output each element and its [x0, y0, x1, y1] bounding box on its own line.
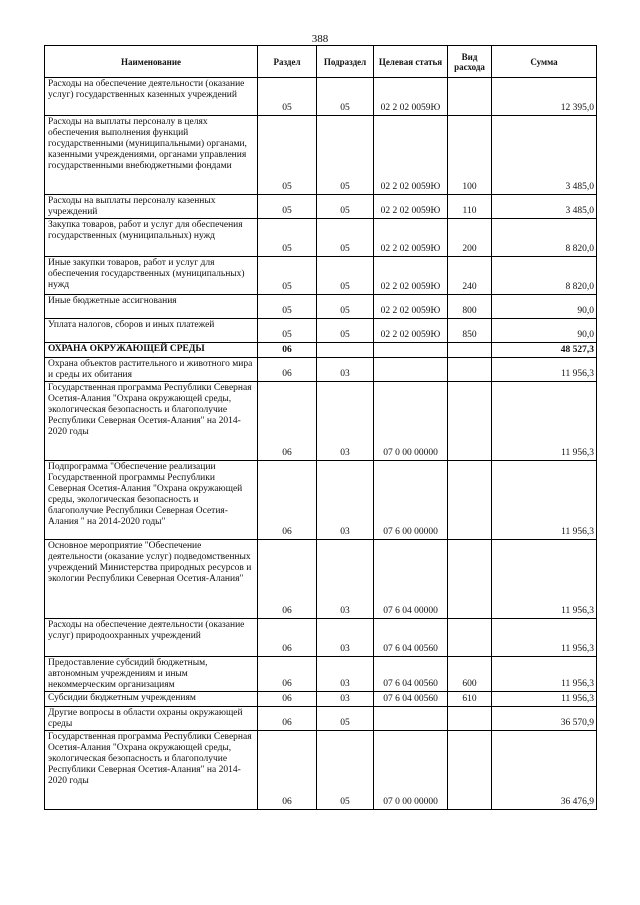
cell-podrazdel: 05 — [317, 731, 374, 810]
cell-vid — [448, 540, 492, 619]
cell-name: Уплата налогов, сборов и иных платежей — [45, 319, 258, 343]
cell-razdel: 06 — [258, 358, 317, 382]
cell-name: Охрана объектов растительного и животного мира и среды их обитания — [45, 358, 258, 382]
cell-statya: 02 2 02 0059Ю — [374, 319, 448, 343]
table-row — [45, 343, 597, 358]
cell-name: Расходы на обеспечение деятельности (оказание услуг) государственных казенных учреждений — [45, 78, 258, 116]
cell-razdel: 05 — [258, 116, 317, 195]
table-row — [45, 707, 597, 731]
cell-vid — [448, 619, 492, 657]
table-row — [45, 619, 597, 657]
table-row — [45, 319, 597, 343]
cell-podrazdel: 03 — [317, 358, 374, 382]
cell-podrazdel: 05 — [317, 219, 374, 257]
cell-razdel: 06 — [258, 619, 317, 657]
table-row — [45, 295, 597, 319]
cell-summa: 3 485,0 — [492, 116, 597, 195]
cell-statya: 02 2 02 0059Ю — [374, 116, 448, 195]
cell-razdel: 06 — [258, 343, 317, 358]
table-row — [45, 219, 597, 257]
cell-vid — [448, 382, 492, 461]
cell-statya: 07 0 00 00000 — [374, 731, 448, 810]
cell-name: Расходы на выплаты персоналу казенных учреждений — [45, 195, 258, 219]
cell-podrazdel: 05 — [317, 195, 374, 219]
cell-summa: 12 395,0 — [492, 78, 597, 116]
cell-statya: 07 6 04 00560 — [374, 619, 448, 657]
budget-table — [44, 45, 597, 810]
cell-summa: 11 956,3 — [492, 382, 597, 461]
cell-summa: 36 570,9 — [492, 707, 597, 731]
cell-vid: 110 — [448, 195, 492, 219]
cell-podrazdel — [317, 343, 374, 358]
cell-podrazdel: 05 — [317, 116, 374, 195]
cell-summa: 11 956,3 — [492, 540, 597, 619]
cell-vid — [448, 707, 492, 731]
table-row — [45, 116, 597, 195]
table-row — [45, 382, 597, 461]
cell-podrazdel: 05 — [317, 295, 374, 319]
cell-vid — [448, 78, 492, 116]
cell-summa: 8 820,0 — [492, 219, 597, 257]
cell-name: ОХРАНА ОКРУЖАЮЩЕЙ СРЕДЫ — [45, 343, 258, 358]
page-number: 388 — [311, 33, 329, 45]
table-row — [45, 540, 597, 619]
cell-razdel: 05 — [258, 319, 317, 343]
cell-name: Другие вопросы в области охраны окружающей среды — [45, 707, 258, 731]
cell-vid — [448, 461, 492, 540]
cell-podrazdel: 03 — [317, 382, 374, 461]
cell-podrazdel: 05 — [317, 707, 374, 731]
cell-name: Закупка товаров, работ и услуг для обеспечения государственных (муниципальных) нужд — [45, 219, 258, 257]
cell-name: Подпрограмма "Обеспечение реализации Государственной программы Республики Северная Осетия-Алания "Охрана окружающей среды, экологическая безопасность и благополучие Республики Северная Осетия-Алания " на 2014-2020 годы" — [45, 461, 258, 540]
cell-summa: 48 527,3 — [492, 343, 597, 358]
cell-statya: 07 0 00 00000 — [374, 382, 448, 461]
cell-razdel: 05 — [258, 295, 317, 319]
cell-statya: 07 6 00 00000 — [374, 461, 448, 540]
table-row — [45, 257, 597, 295]
cell-name: Иные бюджетные ассигнования — [45, 295, 258, 319]
table-header-row — [45, 46, 597, 78]
cell-summa: 90,0 — [492, 319, 597, 343]
cell-summa: 11 956,3 — [492, 619, 597, 657]
cell-statya: 02 2 02 0059Ю — [374, 257, 448, 295]
cell-podrazdel: 03 — [317, 692, 374, 707]
cell-name: Расходы на обеспечение деятельности (оказание услуг) природоохранных учреждений — [45, 619, 258, 657]
header-name: Наименование — [45, 46, 258, 78]
cell-razdel: 05 — [258, 78, 317, 116]
cell-razdel: 06 — [258, 382, 317, 461]
table-body — [45, 78, 597, 810]
cell-podrazdel: 03 — [317, 461, 374, 540]
header-podrazdel: Подраздел — [317, 46, 374, 78]
table-row — [45, 731, 597, 810]
header-razdel: Раздел — [258, 46, 317, 78]
cell-vid: 200 — [448, 219, 492, 257]
cell-razdel: 06 — [258, 692, 317, 707]
cell-name: Предоставление субсидий бюджетным, автономным учреждениям и иным некоммерческим организациям — [45, 657, 258, 692]
table-row — [45, 195, 597, 219]
cell-summa: 11 956,3 — [492, 657, 597, 692]
cell-podrazdel: 03 — [317, 619, 374, 657]
cell-vid — [448, 343, 492, 358]
table-row — [45, 358, 597, 382]
header-vid: Вид расхода — [448, 46, 492, 78]
cell-summa: 36 476,9 — [492, 731, 597, 810]
cell-summa: 3 485,0 — [492, 195, 597, 219]
cell-name: Государственная программа Республики Северная Осетия-Алания "Охрана окружающей среды, экологическая безопасность и благополучие Республики Северная Осетия-Алания" на 2014-2020 годы — [45, 731, 258, 810]
cell-razdel: 06 — [258, 461, 317, 540]
cell-statya — [374, 707, 448, 731]
cell-name: Государственная программа Республики Северная Осетия-Алания "Охрана окружающей среды, экологическая безопасность и благополучие Республики Северная Осетия-Алания" на 2014-2020 годы — [45, 382, 258, 461]
cell-vid: 850 — [448, 319, 492, 343]
cell-name: Иные закупки товаров, работ и услуг для обеспечения государственных (муниципальных) нужд — [45, 257, 258, 295]
cell-razdel: 06 — [258, 540, 317, 619]
cell-statya: 02 2 02 0059Ю — [374, 295, 448, 319]
cell-vid: 240 — [448, 257, 492, 295]
table-row — [45, 657, 597, 692]
cell-statya: 02 2 02 0059Ю — [374, 78, 448, 116]
cell-summa: 11 956,3 — [492, 358, 597, 382]
cell-razdel: 06 — [258, 707, 317, 731]
header-statya: Целевая статья — [374, 46, 448, 78]
cell-vid: 600 — [448, 657, 492, 692]
cell-statya — [374, 343, 448, 358]
cell-vid: 800 — [448, 295, 492, 319]
cell-statya: 02 2 02 0059Ю — [374, 219, 448, 257]
cell-summa: 90,0 — [492, 295, 597, 319]
cell-statya: 02 2 02 0059Ю — [374, 195, 448, 219]
cell-name: Расходы на выплаты персоналу в целях обеспечения выполнения функций государственными (муниципальными) органами, казенными учреждениями, органами управления государственными внебюджетными фондами — [45, 116, 258, 195]
cell-vid: 610 — [448, 692, 492, 707]
cell-statya: 07 6 04 00560 — [374, 657, 448, 692]
cell-summa: 8 820,0 — [492, 257, 597, 295]
table-row — [45, 461, 597, 540]
table-row — [45, 692, 597, 707]
cell-podrazdel: 05 — [317, 319, 374, 343]
cell-vid — [448, 358, 492, 382]
cell-statya: 07 6 04 00000 — [374, 540, 448, 619]
cell-podrazdel: 05 — [317, 257, 374, 295]
cell-podrazdel: 03 — [317, 657, 374, 692]
cell-podrazdel: 03 — [317, 540, 374, 619]
cell-statya — [374, 358, 448, 382]
cell-razdel: 05 — [258, 257, 317, 295]
cell-summa: 11 956,3 — [492, 692, 597, 707]
cell-razdel: 06 — [258, 731, 317, 810]
cell-vid — [448, 731, 492, 810]
cell-razdel: 05 — [258, 219, 317, 257]
cell-statya: 07 6 04 00560 — [374, 692, 448, 707]
cell-razdel: 05 — [258, 195, 317, 219]
cell-razdel: 06 — [258, 657, 317, 692]
cell-summa: 11 956,3 — [492, 461, 597, 540]
header-summa: Сумма — [492, 46, 597, 78]
cell-name: Основное мероприятие "Обеспечение деятельности (оказание услуг) подведомственных учреждений Министерства природных ресурсов и экологии Республики Северная Осетия-Алания" — [45, 540, 258, 619]
table-row — [45, 78, 597, 116]
cell-vid: 100 — [448, 116, 492, 195]
cell-podrazdel: 05 — [317, 78, 374, 116]
cell-name: Субсидии бюджетным учреждениям — [45, 692, 258, 707]
